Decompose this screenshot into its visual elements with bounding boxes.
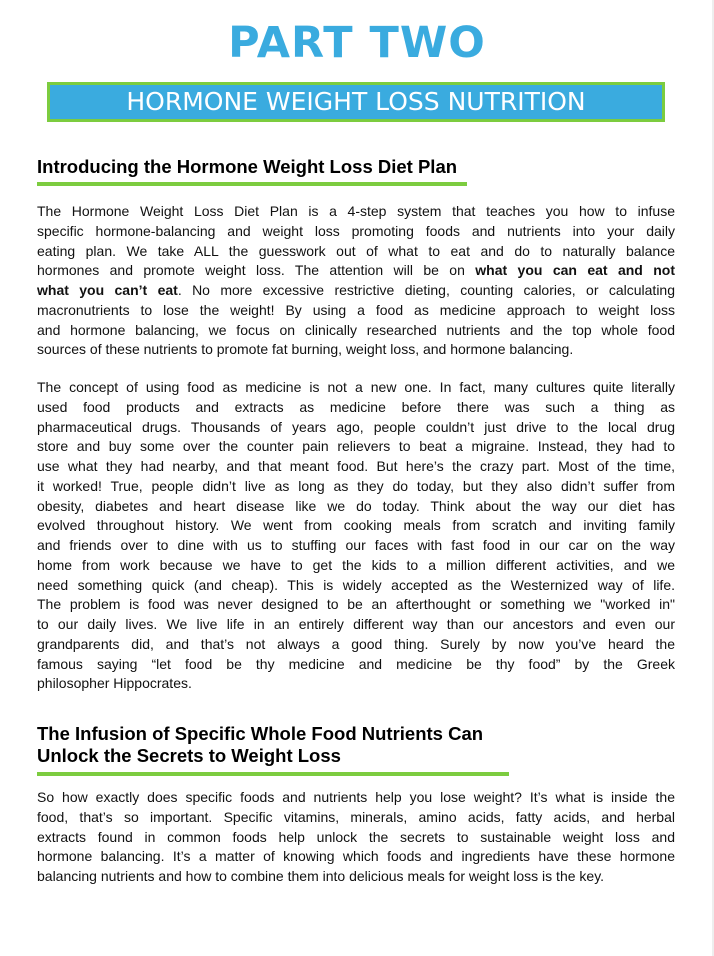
text-segment: evolved throughout history. We went from cooking meals from scratch and inviting family (37, 517, 675, 534)
text-line (37, 497, 675, 517)
text-segment: obesity, diabetes and heart disease like we do today. Think about the way our diet has (37, 497, 675, 514)
section1-paragraph-2 (37, 378, 675, 694)
part-title: PART TWO (228, 18, 486, 68)
text-line (37, 788, 675, 808)
section2-underline (37, 772, 509, 776)
text-segment: The concept of using food as medicine is not a new one. In fact, many cultures quite literally (37, 379, 675, 395)
text-line (37, 576, 675, 596)
bold-text: what you can eat and not (475, 262, 675, 279)
text-segment: use what they had nearby, and that meant food. But here’s the crazy part. Most of the time, (37, 458, 675, 474)
text-segment: So how exactly does specific foods and nutrients help you lose weight? It’s what is inside the (37, 789, 675, 805)
text-line (37, 281, 675, 301)
text-line (37, 595, 675, 615)
text-segment: need something quick (and cheap). This is widely accepted as the Westernized way of life. (37, 576, 675, 593)
text-line (37, 674, 675, 694)
text-line (37, 301, 675, 321)
text-segment: famous saying “let food be thy medicine and medicine be thy food” by the Greek (37, 655, 675, 672)
text-line (37, 437, 675, 457)
chapter-banner: HORMONE WEIGHT LOSS NUTRITION (47, 82, 665, 122)
text-segment: The Hormone Weight Loss Diet Plan is a 4-step system that teaches you how to infuse (37, 203, 675, 219)
text-segment: to our daily lives. We live life in an entirely different way than our ancestors and even our (37, 616, 675, 632)
text-line (37, 457, 675, 477)
text-segment: extracts found in common foods help unlock the secrets to sustainable weight loss and (37, 828, 675, 845)
text-segment: home from work because we have to get the kids to a million different activities, and we (37, 556, 675, 573)
text-segment: specific hormone-balancing and weight loss promoting foods and nutrients into your daily (37, 222, 675, 239)
text-line (37, 321, 675, 341)
text-line (37, 808, 675, 828)
section1-heading: Introducing the Hormone Weight Loss Diet Plan (37, 156, 458, 177)
section1-paragraph-1 (37, 202, 675, 360)
text-line (37, 867, 675, 887)
text-segment: balancing nutrients and how to combine them into delicious meals for weight loss is the key. (37, 868, 605, 884)
text-line (37, 477, 675, 497)
text-line (37, 340, 675, 360)
text-segment: . No more excessive restrictive dieting, counting calories, or calculating (177, 282, 675, 298)
text-line (37, 378, 675, 398)
text-line (37, 635, 675, 655)
text-line (37, 261, 675, 281)
text-line (37, 828, 675, 848)
text-line (37, 398, 675, 418)
text-line (37, 222, 675, 242)
section2-paragraph-1 (37, 788, 675, 887)
text-line (37, 242, 675, 262)
text-segment: and friends over to dine with us to stuffing our faces with fast food in our car on the way (37, 537, 675, 553)
text-line (37, 536, 675, 556)
text-line (37, 202, 675, 222)
text-line (37, 615, 675, 635)
text-line (37, 847, 675, 867)
text-segment: pharmaceutical drugs. Thousands of years ago, people couldn’t just drive to the local drug (37, 418, 675, 435)
text-segment: philosopher Hippocrates. (37, 675, 192, 692)
section2-heading-line-2: Unlock the Secrets to Weight Loss (37, 745, 341, 766)
text-segment: food, that’s so important. Specific vitamins, minerals, amino acids, fatty acids, and herbal (37, 808, 675, 825)
text-segment: eating plan. We take ALL the guesswork out of what to eat and do to naturally balance (37, 242, 675, 259)
text-line (37, 556, 675, 576)
text-segment: hormone balancing. It’s a matter of knowing which foods and ingredients have these hormone (37, 848, 675, 865)
text-segment: macronutrients to lose the weight! By using a food as medicine approach to weight loss (37, 301, 675, 318)
text-segment: sources of these nutrients to promote fat burning, weight loss, and hormone balancing. (37, 341, 574, 358)
text-line (37, 516, 675, 536)
text-segment: it worked! True, people didn’t live as long as they do today, but they also didn’t suffer from (37, 477, 675, 494)
text-segment: used food products and extracts as medicine before there was such a thing as (37, 398, 675, 415)
text-line (37, 418, 675, 438)
text-segment: and hormone balancing, we focus on clinically researched nutrients and the top whole food (37, 321, 675, 338)
text-segment: grandparents did, and that’s not always a good thing. Surely by now you’ve heard the (37, 635, 675, 652)
bold-text: what you can’t eat (37, 282, 178, 298)
text-line (37, 655, 675, 675)
section1-underline (37, 182, 467, 186)
text-segment: hormones and promote weight loss. The attention will be on (37, 262, 476, 279)
section2-heading-line-1: The Infusion of Specific Whole Food Nutrients Can (37, 723, 484, 744)
text-segment: The problem is food was never designed to be an afterthought or something we "worked in" (37, 596, 675, 613)
text-segment: store and buy some over the counter pain relievers to beat a migraine. Instead, they had to (37, 438, 675, 455)
